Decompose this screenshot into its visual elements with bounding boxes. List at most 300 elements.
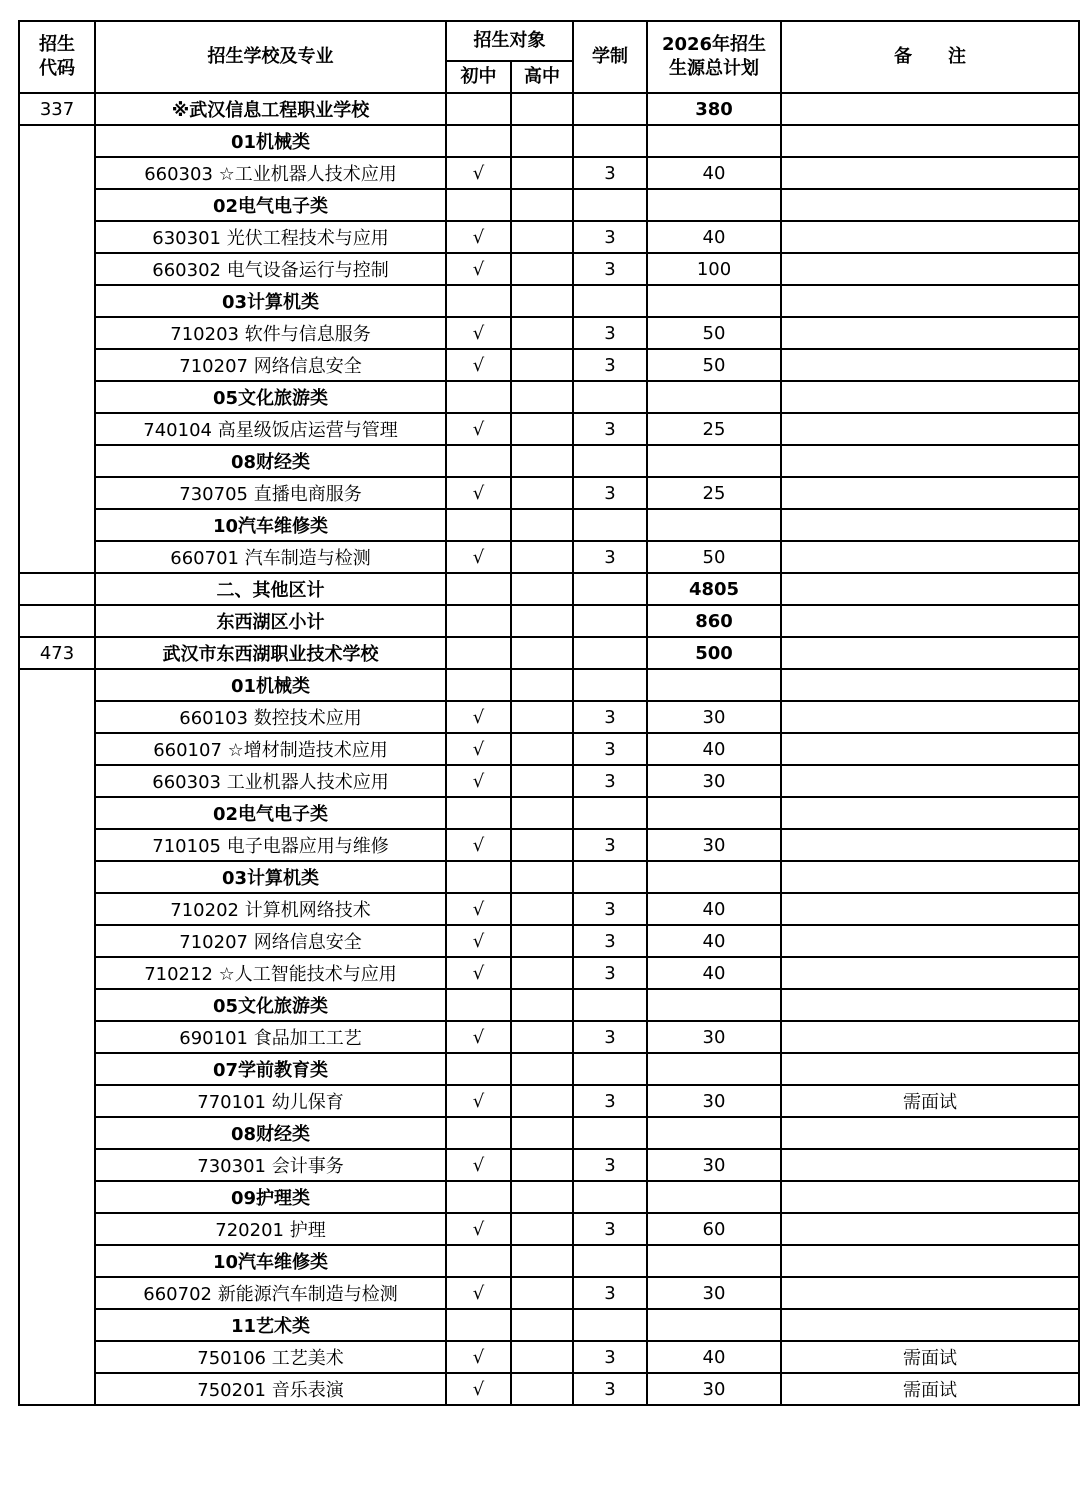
remark-cell — [781, 637, 1079, 669]
cat-row — [19, 125, 1079, 157]
junior-check: √ — [446, 413, 511, 445]
plan-total: 40 — [647, 157, 781, 189]
code-cell-empty — [19, 125, 95, 573]
remark-value — [781, 733, 1079, 765]
remark-value — [781, 1021, 1079, 1053]
school-row — [19, 93, 1079, 125]
senior-cell — [511, 253, 573, 285]
remark-cell — [781, 285, 1079, 317]
major-name: 660303 ☆工业机器人技术应用 — [95, 157, 446, 189]
junior-check: √ — [446, 1341, 511, 1373]
senior-cell — [511, 349, 573, 381]
cat-row — [19, 381, 1079, 413]
category-name: 08财经类 — [95, 445, 446, 477]
senior-cell — [511, 157, 573, 189]
remark-value — [781, 765, 1079, 797]
plan-total: 40 — [647, 957, 781, 989]
header-plan-line2: 生源总计划 — [669, 58, 759, 79]
duration-cell — [573, 861, 647, 893]
senior-cell — [511, 1117, 573, 1149]
junior-check: √ — [446, 893, 511, 925]
duration-value: 3 — [573, 221, 647, 253]
senior-cell — [511, 637, 573, 669]
junior-check: √ — [446, 701, 511, 733]
duration-value: 3 — [573, 157, 647, 189]
senior-cell — [511, 509, 573, 541]
major-name: 660303 工业机器人技术应用 — [95, 765, 446, 797]
senior-cell — [511, 669, 573, 701]
duration-cell — [573, 125, 647, 157]
remark-value: 需面试 — [781, 1373, 1079, 1405]
remark-value — [781, 925, 1079, 957]
cat-row — [19, 1117, 1079, 1149]
duration-cell — [573, 445, 647, 477]
header-duration: 学制 — [573, 21, 647, 93]
table-row — [19, 221, 1079, 253]
remark-cell — [781, 509, 1079, 541]
senior-cell — [511, 93, 573, 125]
plan-total: 100 — [647, 253, 781, 285]
senior-cell — [511, 1053, 573, 1085]
junior-check: √ — [446, 477, 511, 509]
senior-cell — [511, 285, 573, 317]
duration-value: 3 — [573, 1085, 647, 1117]
remark-cell — [781, 381, 1079, 413]
total-cell — [647, 1117, 781, 1149]
category-name: 10汽车维修类 — [95, 1245, 446, 1277]
total-cell — [647, 509, 781, 541]
total-cell — [647, 669, 781, 701]
major-name: 730705 直播电商服务 — [95, 477, 446, 509]
junior-check: √ — [446, 733, 511, 765]
senior-cell — [511, 1277, 573, 1309]
duration-cell — [573, 381, 647, 413]
total-cell — [647, 1053, 781, 1085]
category-name: 01机械类 — [95, 125, 446, 157]
category-name: 09护理类 — [95, 1181, 446, 1213]
plan-total: 30 — [647, 1373, 781, 1405]
senior-cell — [511, 1245, 573, 1277]
senior-cell — [511, 573, 573, 605]
table-row — [19, 893, 1079, 925]
total-cell — [647, 445, 781, 477]
remark-cell — [781, 125, 1079, 157]
remark-value — [781, 253, 1079, 285]
category-name: 01机械类 — [95, 669, 446, 701]
header-target: 招生对象 — [446, 21, 573, 61]
duration-value: 3 — [573, 1373, 647, 1405]
major-name: 660103 数控技术应用 — [95, 701, 446, 733]
school-total: 380 — [647, 93, 781, 125]
major-name: 660302 电气设备运行与控制 — [95, 253, 446, 285]
remark-cell — [781, 989, 1079, 1021]
remark-value — [781, 477, 1079, 509]
plan-total: 60 — [647, 1213, 781, 1245]
category-name: 10汽车维修类 — [95, 509, 446, 541]
total-cell — [647, 797, 781, 829]
junior-cell — [446, 637, 511, 669]
header-code-line2: 代码 — [39, 58, 75, 79]
header-plan — [647, 21, 781, 93]
duration-cell — [573, 189, 647, 221]
cat-row — [19, 989, 1079, 1021]
junior-check: √ — [446, 829, 511, 861]
senior-cell — [511, 1373, 573, 1405]
senior-cell — [511, 189, 573, 221]
remark-value — [781, 1277, 1079, 1309]
table-header — [19, 21, 1079, 93]
header-senior: 高中 — [511, 61, 573, 93]
duration-value: 3 — [573, 413, 647, 445]
table-row — [19, 541, 1079, 573]
remark-cell — [781, 189, 1079, 221]
senior-cell — [511, 861, 573, 893]
table-row — [19, 733, 1079, 765]
duration-value: 3 — [573, 253, 647, 285]
junior-check: √ — [446, 253, 511, 285]
remark-cell — [781, 1117, 1079, 1149]
duration-value: 3 — [573, 317, 647, 349]
cat-row — [19, 445, 1079, 477]
junior-cell — [446, 861, 511, 893]
code-cell — [19, 573, 95, 605]
senior-cell — [511, 1181, 573, 1213]
category-name: 05文化旅游类 — [95, 381, 446, 413]
duration-cell — [573, 797, 647, 829]
table-row — [19, 1213, 1079, 1245]
total-cell — [647, 189, 781, 221]
table-row — [19, 829, 1079, 861]
table-row — [19, 925, 1079, 957]
plan-total: 30 — [647, 829, 781, 861]
junior-cell — [446, 573, 511, 605]
plan-total: 25 — [647, 477, 781, 509]
senior-cell — [511, 957, 573, 989]
major-name: 720201 护理 — [95, 1213, 446, 1245]
cat-row — [19, 797, 1079, 829]
junior-check: √ — [446, 1085, 511, 1117]
major-name: 690101 食品加工工艺 — [95, 1021, 446, 1053]
major-name: 710212 ☆人工智能技术与应用 — [95, 957, 446, 989]
remark-value — [781, 541, 1079, 573]
senior-cell — [511, 1021, 573, 1053]
duration-value: 3 — [573, 829, 647, 861]
duration-cell — [573, 989, 647, 1021]
remark-cell — [781, 573, 1079, 605]
category-name: 03计算机类 — [95, 861, 446, 893]
enrollment-plan-table — [18, 20, 1080, 1406]
remark-value — [781, 701, 1079, 733]
plan-total: 30 — [647, 1149, 781, 1181]
cat-row — [19, 189, 1079, 221]
junior-cell — [446, 381, 511, 413]
cat-row — [19, 669, 1079, 701]
senior-cell — [511, 1085, 573, 1117]
duration-value: 3 — [573, 765, 647, 797]
subtotal-total: 860 — [647, 605, 781, 637]
senior-cell — [511, 477, 573, 509]
total-cell — [647, 381, 781, 413]
table-row — [19, 157, 1079, 189]
remark-value — [781, 829, 1079, 861]
junior-check: √ — [446, 925, 511, 957]
senior-cell — [511, 1149, 573, 1181]
plan-total: 40 — [647, 1341, 781, 1373]
category-name: 02电气电子类 — [95, 189, 446, 221]
category-name: 08财经类 — [95, 1117, 446, 1149]
duration-cell — [573, 605, 647, 637]
senior-cell — [511, 413, 573, 445]
remark-cell — [781, 1309, 1079, 1341]
remark-value — [781, 413, 1079, 445]
remark-value: 需面试 — [781, 1085, 1079, 1117]
major-name: 630301 光伏工程技术与应用 — [95, 221, 446, 253]
remark-cell — [781, 1245, 1079, 1277]
table-row — [19, 477, 1079, 509]
major-name: 660107 ☆增材制造技术应用 — [95, 733, 446, 765]
senior-cell — [511, 445, 573, 477]
plan-total: 25 — [647, 413, 781, 445]
category-name: 02电气电子类 — [95, 797, 446, 829]
junior-check: √ — [446, 957, 511, 989]
senior-cell — [511, 221, 573, 253]
major-name: 710203 软件与信息服务 — [95, 317, 446, 349]
header-school-major: 招生学校及专业 — [95, 21, 446, 93]
senior-cell — [511, 989, 573, 1021]
table-row — [19, 765, 1079, 797]
duration-cell — [573, 669, 647, 701]
duration-value: 3 — [573, 957, 647, 989]
duration-cell — [573, 509, 647, 541]
junior-cell — [446, 445, 511, 477]
junior-cell — [446, 1053, 511, 1085]
plan-total: 50 — [647, 541, 781, 573]
junior-cell — [446, 797, 511, 829]
senior-cell — [511, 701, 573, 733]
table-row — [19, 1341, 1079, 1373]
major-name: 710207 网络信息安全 — [95, 349, 446, 381]
header-code-line1: 招生 — [39, 34, 75, 55]
major-name: 660701 汽车制造与检测 — [95, 541, 446, 573]
duration-value: 3 — [573, 1277, 647, 1309]
senior-cell — [511, 733, 573, 765]
remark-cell — [781, 93, 1079, 125]
school-row — [19, 637, 1079, 669]
subtotal-total: 4805 — [647, 573, 781, 605]
category-name: 05文化旅游类 — [95, 989, 446, 1021]
cat-row — [19, 1245, 1079, 1277]
plan-total: 30 — [647, 1277, 781, 1309]
major-name: 730301 会计事务 — [95, 1149, 446, 1181]
duration-value: 3 — [573, 1341, 647, 1373]
duration-cell — [573, 1309, 647, 1341]
duration-cell — [573, 637, 647, 669]
major-name: 710105 电子电器应用与维修 — [95, 829, 446, 861]
remark-value — [781, 1213, 1079, 1245]
senior-cell — [511, 925, 573, 957]
duration-value: 3 — [573, 701, 647, 733]
remark-value — [781, 317, 1079, 349]
junior-check: √ — [446, 349, 511, 381]
plan-total: 40 — [647, 925, 781, 957]
table-row — [19, 1277, 1079, 1309]
school-code: 473 — [19, 637, 95, 669]
junior-cell — [446, 989, 511, 1021]
table-row — [19, 957, 1079, 989]
senior-cell — [511, 797, 573, 829]
remark-cell — [781, 605, 1079, 637]
senior-cell — [511, 541, 573, 573]
table-row — [19, 1021, 1079, 1053]
school-name: 武汉市东西湖职业技术学校 — [95, 637, 446, 669]
subtotal-row — [19, 605, 1079, 637]
plan-total: 30 — [647, 765, 781, 797]
subtotal-name: 东西湖区小计 — [95, 605, 446, 637]
remark-cell — [781, 797, 1079, 829]
duration-value: 3 — [573, 1213, 647, 1245]
cat-row — [19, 1309, 1079, 1341]
duration-value: 3 — [573, 733, 647, 765]
senior-cell — [511, 1213, 573, 1245]
junior-cell — [446, 93, 511, 125]
plan-total: 40 — [647, 893, 781, 925]
major-name: 710202 计算机网络技术 — [95, 893, 446, 925]
header-plan-line1: 2026年招生 — [661, 34, 767, 55]
senior-cell — [511, 605, 573, 637]
junior-cell — [446, 1309, 511, 1341]
junior-cell — [446, 1181, 511, 1213]
table-row — [19, 349, 1079, 381]
duration-value: 3 — [573, 893, 647, 925]
junior-check: √ — [446, 1213, 511, 1245]
senior-cell — [511, 1309, 573, 1341]
remark-cell — [781, 1053, 1079, 1085]
cat-row — [19, 861, 1079, 893]
category-name: 07学前教育类 — [95, 1053, 446, 1085]
junior-cell — [446, 669, 511, 701]
duration-value: 3 — [573, 1021, 647, 1053]
remark-cell — [781, 1181, 1079, 1213]
junior-cell — [446, 125, 511, 157]
junior-check: √ — [446, 221, 511, 253]
major-name: 770101 幼儿保育 — [95, 1085, 446, 1117]
remark-value — [781, 893, 1079, 925]
plan-total: 50 — [647, 349, 781, 381]
cat-row — [19, 509, 1079, 541]
junior-check: √ — [446, 317, 511, 349]
duration-cell — [573, 1053, 647, 1085]
remark-value — [781, 349, 1079, 381]
major-name: 750106 工艺美术 — [95, 1341, 446, 1373]
cat-row — [19, 1181, 1079, 1213]
major-name: 660702 新能源汽车制造与检测 — [95, 1277, 446, 1309]
subtotal-name: 二、其他区计 — [95, 573, 446, 605]
duration-cell — [573, 1117, 647, 1149]
table-row — [19, 253, 1079, 285]
duration-cell — [573, 285, 647, 317]
cat-row — [19, 1053, 1079, 1085]
major-name: 740104 高星级饭店运营与管理 — [95, 413, 446, 445]
junior-check: √ — [446, 541, 511, 573]
cat-row — [19, 285, 1079, 317]
junior-cell — [446, 509, 511, 541]
junior-cell — [446, 285, 511, 317]
code-cell — [19, 605, 95, 637]
header-code — [19, 21, 95, 93]
subtotal-row — [19, 573, 1079, 605]
table-row — [19, 317, 1079, 349]
remark-value — [781, 221, 1079, 253]
duration-value: 3 — [573, 541, 647, 573]
header-remark: 备 注 — [781, 21, 1079, 93]
school-name: ※武汉信息工程职业学校 — [95, 93, 446, 125]
senior-cell — [511, 381, 573, 413]
plan-total: 30 — [647, 1085, 781, 1117]
total-cell — [647, 1245, 781, 1277]
remark-cell — [781, 861, 1079, 893]
senior-cell — [511, 317, 573, 349]
senior-cell — [511, 829, 573, 861]
junior-check: √ — [446, 1277, 511, 1309]
duration-cell — [573, 93, 647, 125]
junior-check: √ — [446, 157, 511, 189]
plan-total: 30 — [647, 701, 781, 733]
major-name: 750201 音乐表演 — [95, 1373, 446, 1405]
plan-total: 40 — [647, 221, 781, 253]
major-name: 710207 网络信息安全 — [95, 925, 446, 957]
junior-check: √ — [446, 765, 511, 797]
remark-value: 需面试 — [781, 1341, 1079, 1373]
junior-cell — [446, 1245, 511, 1277]
category-name: 03计算机类 — [95, 285, 446, 317]
remark-cell — [781, 445, 1079, 477]
duration-value: 3 — [573, 349, 647, 381]
category-name: 11艺术类 — [95, 1309, 446, 1341]
table-row — [19, 413, 1079, 445]
table-row — [19, 1149, 1079, 1181]
senior-cell — [511, 1341, 573, 1373]
header-junior: 初中 — [446, 61, 511, 93]
remark-value — [781, 157, 1079, 189]
remark-cell — [781, 669, 1079, 701]
duration-value: 3 — [573, 925, 647, 957]
table-row — [19, 1373, 1079, 1405]
duration-cell — [573, 573, 647, 605]
school-total: 500 — [647, 637, 781, 669]
table-body — [19, 93, 1079, 1405]
total-cell — [647, 1181, 781, 1213]
duration-value: 3 — [573, 477, 647, 509]
junior-cell — [446, 605, 511, 637]
school-code: 337 — [19, 93, 95, 125]
junior-check: √ — [446, 1373, 511, 1405]
plan-total: 50 — [647, 317, 781, 349]
duration-cell — [573, 1245, 647, 1277]
remark-value — [781, 957, 1079, 989]
total-cell — [647, 125, 781, 157]
junior-cell — [446, 189, 511, 221]
total-cell — [647, 989, 781, 1021]
total-cell — [647, 285, 781, 317]
duration-value: 3 — [573, 1149, 647, 1181]
code-cell-empty — [19, 669, 95, 1405]
table-row — [19, 701, 1079, 733]
total-cell — [647, 1309, 781, 1341]
junior-check: √ — [446, 1021, 511, 1053]
senior-cell — [511, 765, 573, 797]
table-row — [19, 1085, 1079, 1117]
senior-cell — [511, 893, 573, 925]
